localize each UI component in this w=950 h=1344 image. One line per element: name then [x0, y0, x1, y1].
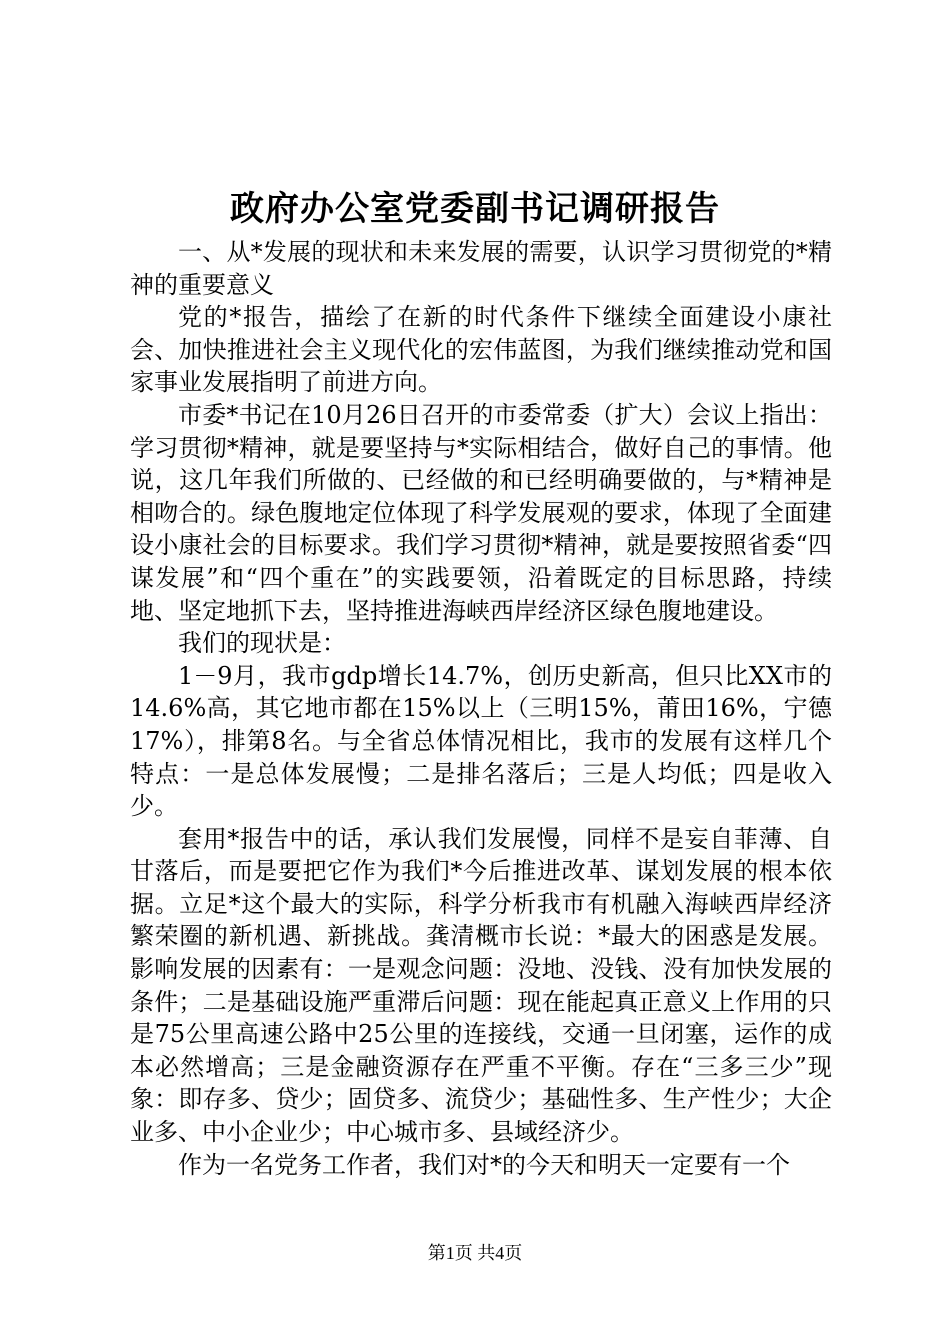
paragraph: 套用*报告中的话，承认我们发展慢，同样不是妄自菲薄、自甘落后，而是要把它作为我们*今后推进改革、谋划发展的根本依据。立足*这个最大的实际，科学分析我市有机融入海峡西岸经济繁荣圈的新机遇、新挑战。龚清概市长说：*最大的困惑是发展。影响发展的因素有：一是观念问题：没地、没钱、没有加快发展的条件；二是基础设施严重滞后问题：现在能起真正意义上作用的只是75公里高速公路中25公里的连接线，交通一旦闭塞，运作的成本必然增高；三是金融资源存在严重不平衡。存在“三多三少”现象：即存多、贷少；固贷多、流贷少；基础性多、生产性少；大企业多、中小企业少；中心城市多、县域经济少。 [130, 824, 832, 1147]
document-title: 政府办公室党委副书记调研报告 [230, 189, 720, 229]
paragraph: 1－9月，我市gdp增长14.7%，创历史新高，但只比XX市的14.6%高，其它地市都在15%以上（三明15%，莆田16%，宁德17%），排第8名。与全省总体情况相比，我市的发展有这样几个特点：一是总体发展慢；二是排名落后；三是人均低；四是收入少。 [130, 661, 832, 821]
page-number-footer: 第1页 共4页 [427, 1243, 523, 1263]
paragraph: 作为一名党务工作者，我们对*的今天和明天一定要有一个 [178, 1150, 790, 1179]
paragraph: 我们的现状是： [178, 629, 346, 658]
paragraph: 党的*报告，描绘了在新的时代条件下继续全面建设小康社会、加快推进社会主义现代化的宏伟蓝图，为我们继续推动党和国家事业发展指明了前进方向。 [130, 303, 832, 397]
document-body [130, 236, 832, 1181]
paragraph: 市委*书记在10月26日召开的市委常委（扩大）会议上指出：学习贯彻*精神，就是要坚持与*实际相结合，做好自己的事情。他说，这几年我们所做的、已经做的和已经明确要做的，与*精神是相吻合的。绿色腹地定位体现了科学发展观的要求，体现了全面建设小康社会的目标要求。我们学习贯彻*精神，就是要按照省委“四谋发展”和“四个重在”的实践要领，沿着既定的目标思路，持续地、坚定地抓下去，坚持推进海峡西岸经济区绿色腹地建设。 [130, 400, 832, 625]
paragraph: 一、从*发展的现状和未来发展的需要，认识学习贯彻党的*精神的重要意义 [130, 238, 832, 299]
